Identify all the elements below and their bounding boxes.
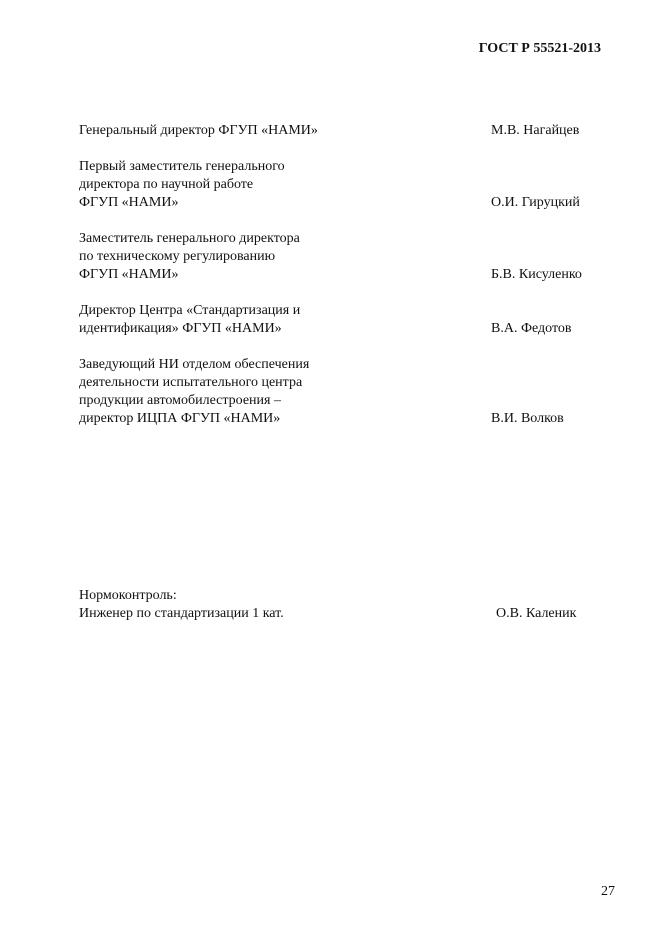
- normcontrol-name: О.В. Каленик: [496, 606, 577, 621]
- signatory-title-line: Заведующий НИ отделом обеспечения: [79, 357, 310, 372]
- signatory-title-line: деятельности испытательного центра: [79, 375, 303, 390]
- normcontrol-label: Нормоконтроль:: [79, 588, 177, 603]
- signature-block: [79, 122, 609, 140]
- normcontrol-title: Инженер по стандартизации 1 кат.: [79, 606, 284, 621]
- signatory-title-line: ФГУП «НАМИ»: [79, 195, 179, 210]
- signatory-title-line: Генеральный директор ФГУП «НАМИ»: [79, 123, 318, 138]
- normcontrol-block: [79, 587, 609, 623]
- signatory-title-line: идентификация» ФГУП «НАМИ»: [79, 321, 282, 336]
- signatory-name: Б.В. Кисуленко: [491, 267, 582, 282]
- signatory-title-line: по техническому регулированию: [79, 249, 276, 264]
- signatory-name: В.А. Федотов: [491, 321, 572, 336]
- signatory-title-line: Первый заместитель генерального: [79, 159, 285, 174]
- signatory-title-line: директор ИЦПА ФГУП «НАМИ»: [79, 411, 281, 426]
- document-code: ГОСТ Р 55521-2013: [478, 41, 601, 56]
- signatory-name: О.И. Гируцкий: [491, 195, 580, 210]
- signatory-name: М.В. Нагайцев: [491, 123, 580, 138]
- signatory-name: В.И. Волков: [491, 411, 564, 426]
- signatory-title: [79, 356, 459, 428]
- signatory-title-line: продукции автомобилестроения –: [79, 393, 281, 408]
- signatory-title: [79, 302, 459, 338]
- signatory-title: [79, 158, 459, 212]
- signature-block: [79, 230, 609, 284]
- signatory-title-line: директора по научной работе: [79, 177, 254, 192]
- signatory-title: [79, 122, 459, 140]
- signature-list: [79, 122, 609, 446]
- page-number: 27: [601, 884, 615, 899]
- signatory-title-line: Директор Центра «Стандартизация и: [79, 303, 301, 318]
- signatory-title-line: Заместитель генерального директора: [79, 231, 300, 246]
- signatory-title: [79, 230, 459, 284]
- signature-block: [79, 158, 609, 212]
- signatory-title-line: ФГУП «НАМИ»: [79, 267, 179, 282]
- signature-block: [79, 302, 609, 338]
- signature-block: [79, 356, 609, 428]
